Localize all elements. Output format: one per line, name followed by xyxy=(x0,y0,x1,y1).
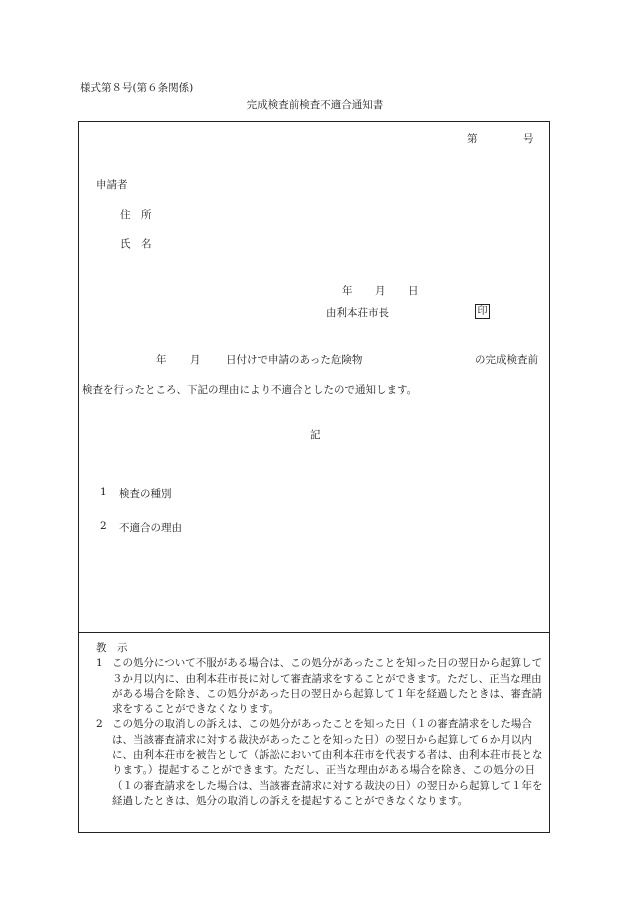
body-line1-end: の完成検査前 xyxy=(475,354,538,366)
date-month: 月 xyxy=(375,285,386,297)
body-date-year: 年 xyxy=(156,354,167,366)
name-label: 氏 名 xyxy=(120,238,152,250)
issuer-title: 由利本荘市長 xyxy=(326,307,389,319)
body-line2: 検査を行ったところ、下記の理由により不適合としたので通知します。 xyxy=(82,384,418,396)
body-date-month: 月 xyxy=(190,354,201,366)
date-year: 年 xyxy=(342,285,353,297)
doc-number-dai: 第 xyxy=(467,133,478,145)
notice-item-2 xyxy=(96,717,548,809)
item-1-label: 検査の種別 xyxy=(119,488,172,500)
notice-item-1-text: この処分について不服がある場合は、この処分があったことを知った日の翌日から起算して３か月以内に、由利本荘市長に対して審査請求をすることができます。ただし、正当な理由がある場合を除き、この処分があった日の翌日から起算して１年を経過したときは、審査請求をすることができなくなります。 xyxy=(112,657,543,716)
document-title: 完成検査前検査不適合通知書 xyxy=(246,99,384,111)
body-date-day-text: 日付けで申請のあった危険物 xyxy=(226,354,363,366)
form-number-label: 様式第８号(第６条関係) xyxy=(80,82,194,94)
notice-item-2-number: 2 xyxy=(96,718,103,731)
notice-item-2-text: この処分の取消しの訴えは、この処分があったことを知った日（１の審査請求をした場合は、当該審査請求に対する裁決があったことを知った日）の翌日から起算して６か月以内に、由利本荘市を被告として（訴訟において由利本荘市を代表する者は、由利本荘市長となります。）提起することができます。ただし、正当な理由がある場合を除き、この処分の日（１の審査請求をした場合は、当該審査請求に対する裁決の日）の翌日から起算して１年を経過したときは、処分の取消しの訴えを提起することができなくなります。 xyxy=(112,718,543,807)
item-2-number: 2 xyxy=(100,520,107,532)
notice-section xyxy=(96,641,548,809)
doc-number-go: 号 xyxy=(523,133,534,145)
address-label: 住 所 xyxy=(120,209,152,221)
notice-item-1 xyxy=(96,656,548,717)
seal-mark: 印 xyxy=(475,304,490,319)
notice-item-1-number: 1 xyxy=(96,657,103,670)
item-1-number: 1 xyxy=(100,486,107,498)
item-2-label: 不適合の理由 xyxy=(119,522,182,534)
date-day: 日 xyxy=(408,285,419,297)
notice-divider xyxy=(78,632,550,633)
applicant-heading: 申請者 xyxy=(96,179,128,191)
notice-heading: 教 示 xyxy=(96,642,128,654)
ki-label: 記 xyxy=(310,429,321,441)
